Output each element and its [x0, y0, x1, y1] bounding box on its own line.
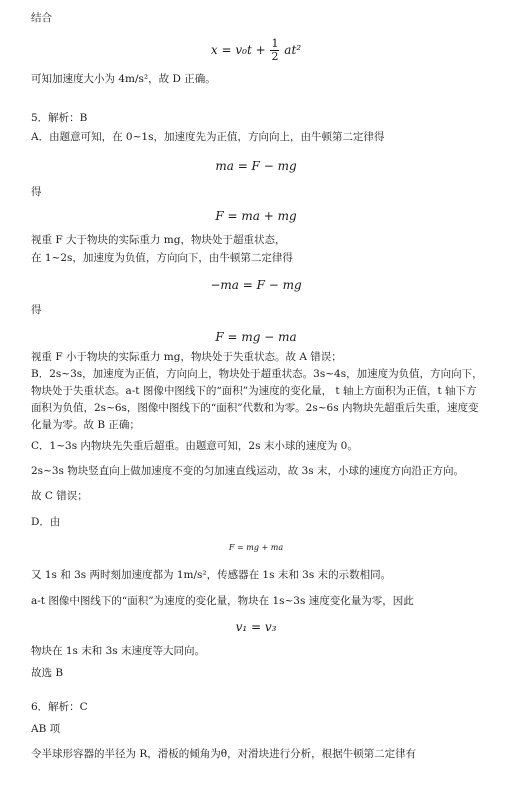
- equation: −ma = F − mg: [210, 278, 302, 292]
- equation: F = mg − ma: [215, 330, 297, 344]
- text-line: 故选 B: [31, 667, 64, 679]
- text-line: 视重 F 小于物块的实际重力 mg，物块处于失重状态。故 A 错误；: [31, 351, 342, 363]
- text-line: 得: [31, 186, 42, 198]
- text-line: 在 1~2s，加速度为负值，方向向下，由牛顿第二定律得: [31, 252, 293, 264]
- equation: F = mg + ma: [228, 543, 284, 552]
- text-line: 可知加速度大小为 4m/s²，故 D 正确。: [31, 73, 216, 85]
- text-line: 故 C 错误；: [31, 490, 88, 502]
- fraction-numerator: 1: [271, 37, 279, 50]
- text-line: 视重 F 大于物块的实际重力 mg，物块处于超重状态，: [31, 234, 286, 246]
- equation: F = ma + mg: [215, 209, 297, 223]
- text-line: C．1~3s 内物块先失重后超重。由题意可知，2s 末小球的速度为 0。: [31, 440, 358, 452]
- section-heading: 5．解析：B: [31, 112, 88, 124]
- text-line: AB 项: [31, 723, 61, 735]
- paragraph: B．2s~3s，加速度为正值，方向向上，物块处于超重状态。3s~4s，加速度为负值，方向向下，物块处于失重状态。a-t 图像中图线下的“面积”为速度的变化量， t 轴上方面积为正值，t 轴下方面积为负值，2s~6s，图像中图线下的“面积”代数和为零。2s~6s 内物块先超重后失重，速度变化量为零。故 B 正确；: [31, 368, 483, 431]
- text-line: a-t 图像中图线下的“面积”为速度的变化量，物块在 1s~3s 速度变化量为零，因此: [31, 595, 414, 607]
- text-line: 令半球形容器的半径为 R，滑板的倾角为θ，对滑块进行分析，根据牛顿第二定律有: [31, 748, 417, 760]
- text-line: 结合: [31, 12, 52, 24]
- text-line: A．由题意可知，在 0~1s，加速度先为正值，方向向上，由牛顿第二定律得: [31, 131, 385, 143]
- fraction: [270, 38, 279, 63]
- text-line: 又 1s 和 3s 两时刻加速度都为 1m/s²，传感器在 1s 末和 3s 末的示数相同。: [31, 569, 392, 581]
- text-line: D．由: [31, 516, 61, 528]
- equation-part: at²: [284, 43, 302, 57]
- text-line: 物块在 1s 末和 3s 末速度等大同向。: [31, 645, 205, 657]
- equation-displacement: [0, 38, 512, 63]
- equation: ma = F − mg: [215, 159, 297, 173]
- fraction-denominator: 2: [271, 50, 279, 63]
- equation-part: x = v₀t +: [210, 43, 266, 57]
- section-heading: 6．解析：C: [31, 701, 88, 713]
- text-line: 得: [31, 304, 42, 316]
- text-line: 2s~3s 物块竖直向上做加速度不变的匀加速直线运动，故 3s 末，小球的速度方向沿正方向。: [31, 465, 465, 477]
- equation: v₁ = v₃: [235, 620, 277, 634]
